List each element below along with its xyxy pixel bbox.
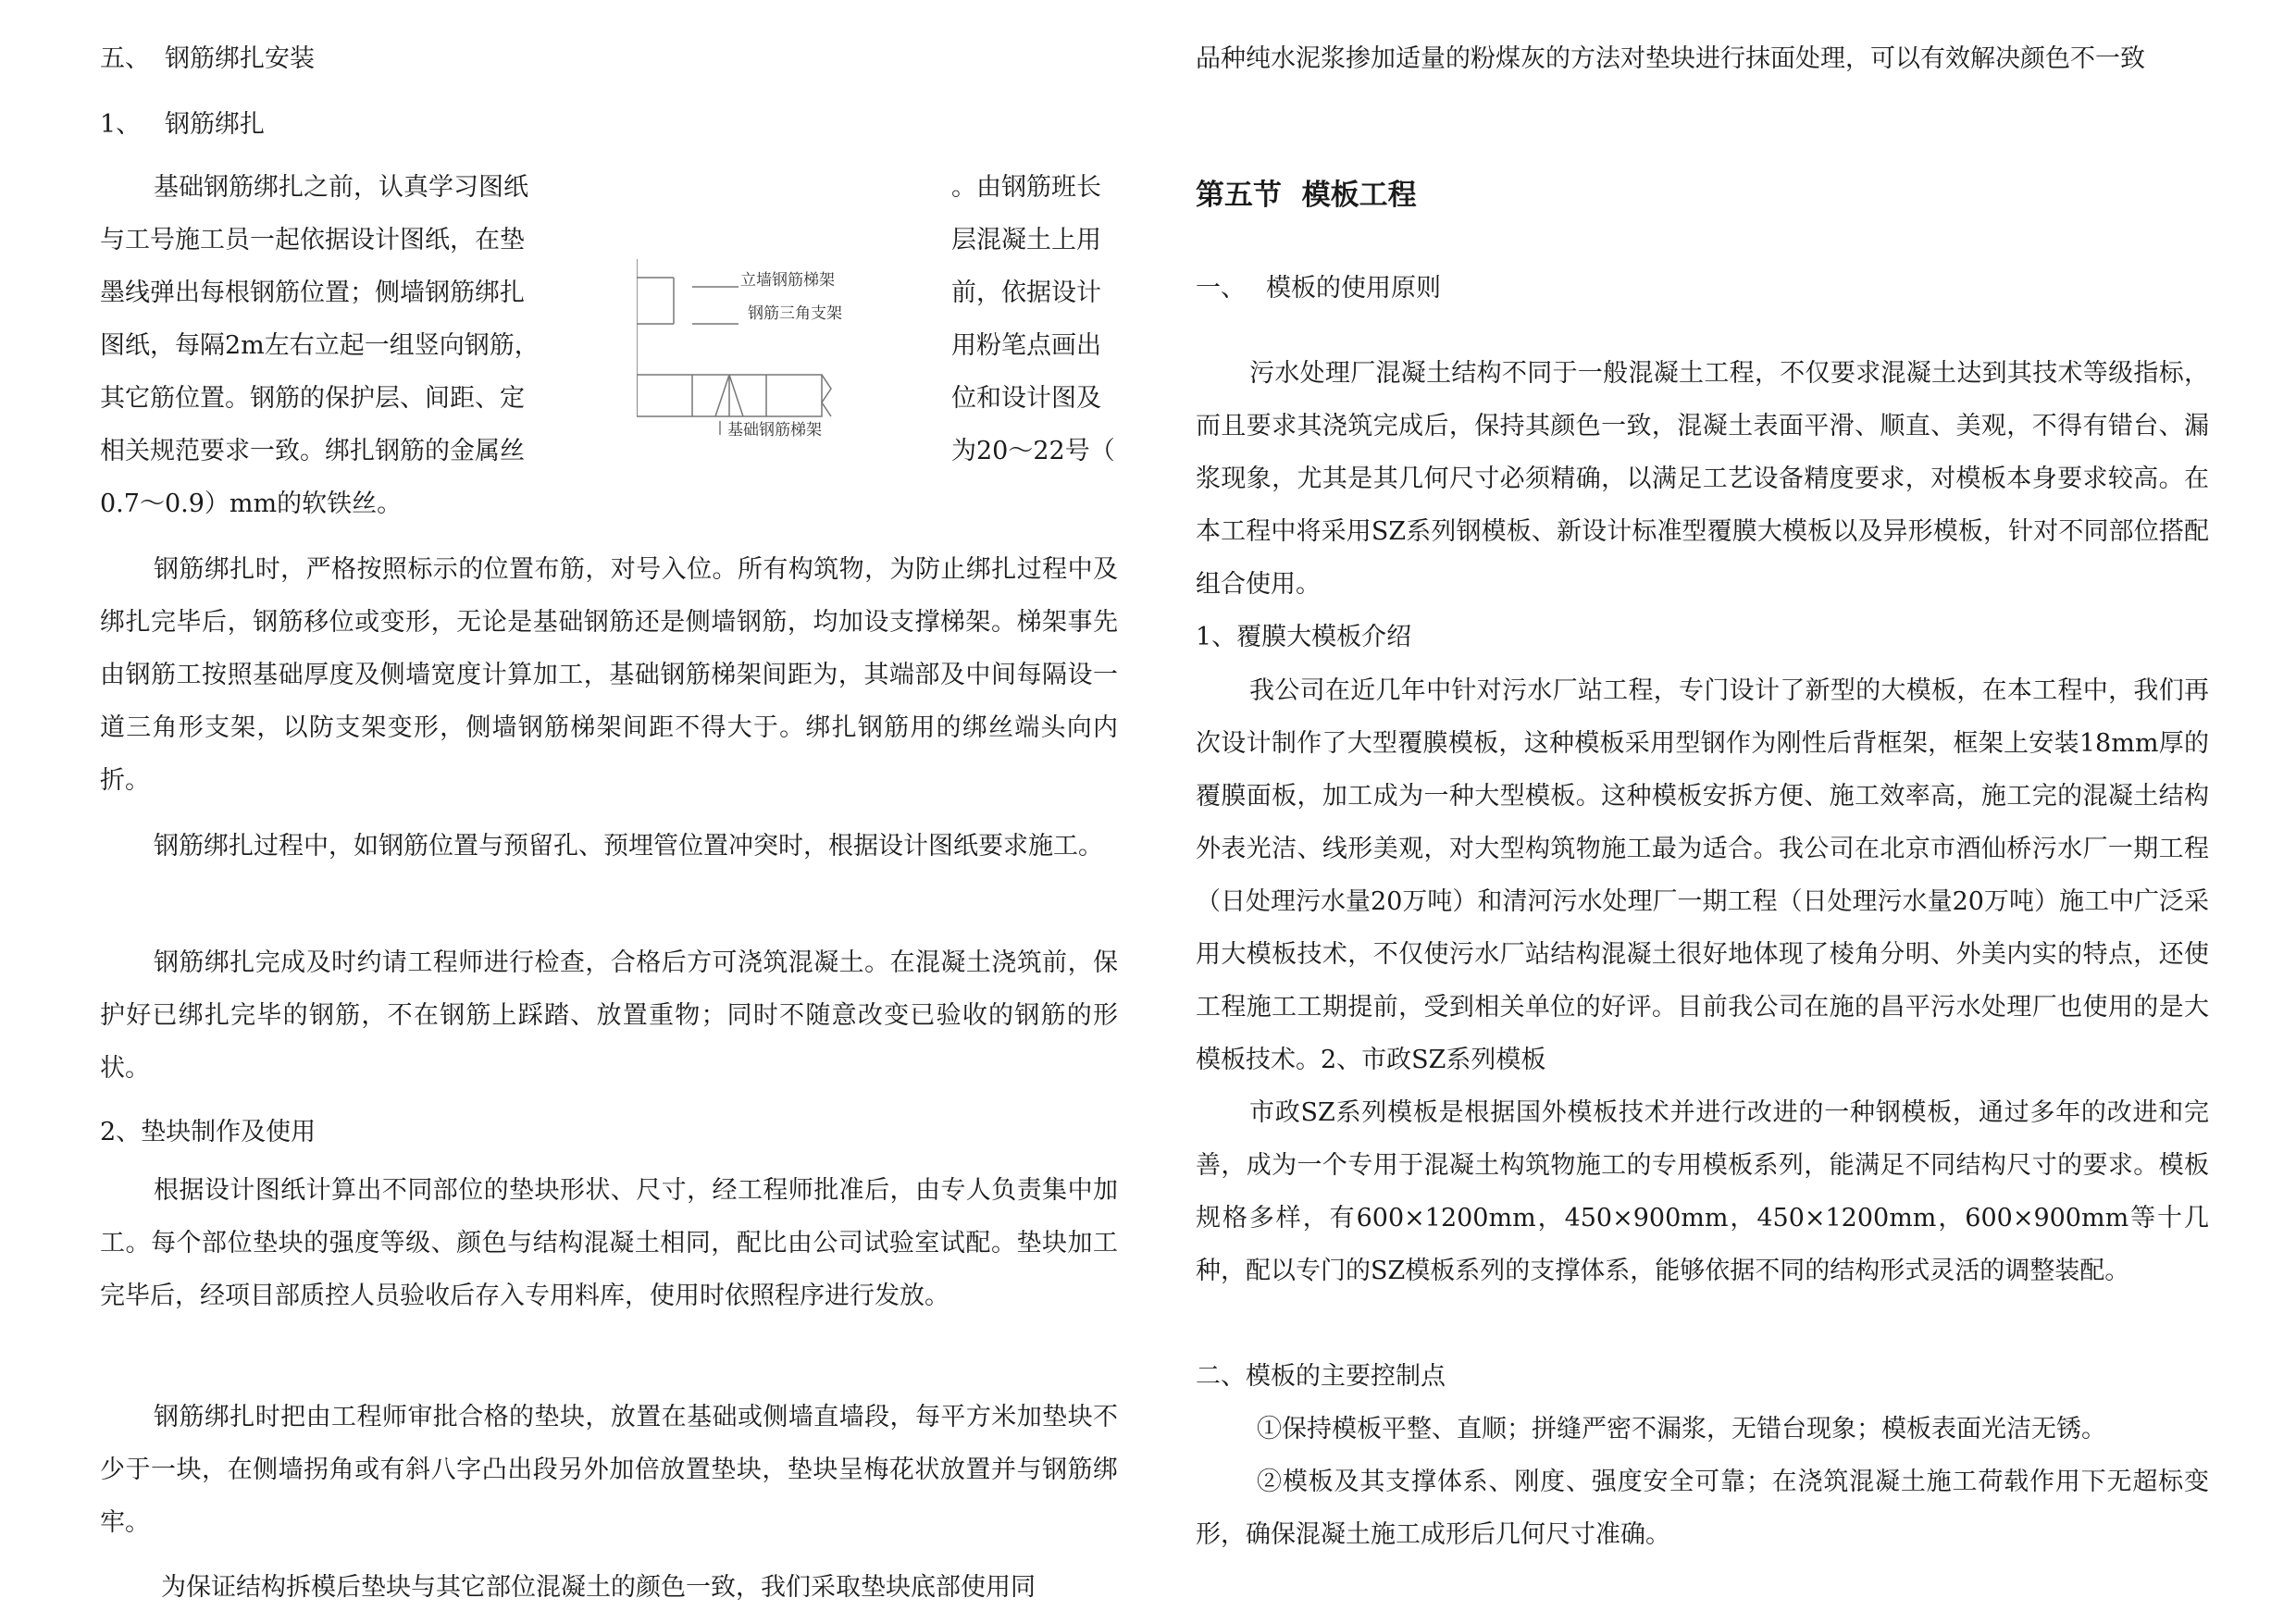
heading-control-points: 二、模板的主要控制点 [1196, 1362, 1446, 1391]
paragraph: 我公司在近几年中针对污水厂站工程，专门设计了新型的大模板，在本工程中，我们再次设计制作了大型覆膜模板，这种模板采用型钢作为刚性后背框架，框架上安装18mm厚的覆膜面板，加工成为一种大型模板。这种模板安拆方便、施工效率高，施工完的混凝土结构外表光洁、线形美观，对大型构筑物施工最为适合。我公司在北京市酒仙桥污水厂一期工程（日处理污水量20万吨）和清河污水处理厂一期工程（日处理污水量20万吨）施工中广泛采用大模板技术，不仅使污水厂站结构混凝土很好地体现了棱角分明、外美内实的特点，还使工程施工工期提前，受到相关单位的好评。目前我公司在施的昌平污水处理厂也使用的是大模板技术。2、市政SZ系列模板 [1196, 676, 2209, 1074]
paragraph: 根据设计图纸计算出不同部位的垫块形状、尺寸，经工程师批准后，由专人负责集中加工。每个部位垫块的强度等级、颜色与结构混凝土相同，配比由公司试验室试配。垫块加工完毕后，经项目部质控人员验收后存入专用料库，使用时依照程序进行发放。 [100, 1176, 1118, 1310]
wrap-text-right: 前，依据设计 [951, 279, 1101, 307]
list-item: ①保持模板平整、直顺；拼缝严密不漏浆，无错台现象；模板表面光洁无锈。 [1257, 1415, 2106, 1443]
wrap-text-left: 图纸，每隔2m左右立起一组竖向钢筋， [100, 331, 540, 360]
wrap-text-right: 。由钢筋班长 [951, 173, 1101, 202]
list-item: ②模板及其支撑体系、刚度、强度安全可靠；在浇筑混凝土施工荷载作用下无超标变形，确保混凝土施工成形后几何尺寸准确。 [1196, 1468, 2209, 1549]
wrap-text-left: 相关规范要求一致。绑扎钢筋的金属丝 [100, 437, 525, 465]
wrap-text-right: 为20～22号（ [951, 437, 1115, 465]
figure-label-wall-ladder: 立墙钢筋梯架 [740, 271, 835, 290]
paragraph: 钢筋绑扎时把由工程师审批合格的垫块，放置在基础或侧墙直墙段，每平方米加垫块不少于一块，在侧墙拐角或有斜八字凸出段另外加倍放置垫块，垫块呈梅花状放置并与钢筋绑牢。 [100, 1403, 1118, 1537]
figure-label-base-ladder: 基础钢筋梯架 [727, 421, 822, 440]
paragraph: 钢筋绑扎时，严格按照标示的位置布筋，对号入位。所有构筑物，为防止绑扎过程中及绑扎完毕后，钢筋移位或变形，无论是基础钢筋还是侧墙钢筋，均加设支撑梯架。梯架事先由钢筋工按照基础厚度及侧墙宽度计算加工，基础钢筋梯架间距为，其端部及中间每隔设一道三角形支架，以防支架变形，侧墙钢筋梯架间距不得大于。绑扎钢筋用的绑丝端头向内折。 [100, 555, 1118, 795]
paragraph: 市政SZ系列模板是根据国外模板技术并进行改进的一种钢模板，通过多年的改进和完善，成为一个专用于混凝土构筑物施工的专用模板系列，能满足不同结构尺寸的要求。模板规格多样，有600×1200mm，450×900mm，450×1200mm，600×900mm等十几种，配以专门的SZ模板系列的支撑体系，能够依据不同的结构形式灵活的调整装配。 [1196, 1098, 2209, 1285]
paragraph: 钢筋绑扎完成及时约请工程师进行检查，合格后方可浇筑混凝土。在混凝土浇筑前，保护好已绑扎完毕的钢筋，不在钢筋上踩踏、放置重物；同时不随意改变已验收的钢筋的形状。 [100, 948, 1118, 1083]
paragraph: 钢筋绑扎过程中，如钢筋位置与预留孔、预埋管位置冲突时，根据设计图纸要求施工。 [154, 832, 1103, 861]
heading-rebar-binding: 1、 钢筋绑扎 [100, 110, 265, 139]
wrap-text-left: 墨线弹出每根钢筋位置；侧墙钢筋绑扎 [100, 279, 525, 307]
paragraph: 为保证结构拆模后垫块与其它部位混凝土的颜色一致，我们采取垫块底部使用同 [161, 1573, 1036, 1602]
wrap-text-left: 基础钢筋绑扎之前，认真学习图纸 [154, 173, 528, 202]
wrap-text-right: 位和设计图及 [951, 384, 1101, 413]
wrap-text-left: 与工号施工员一起依据设计图纸，在垫 [100, 226, 525, 254]
wrap-text-tail: 0.7～0.9）mm的软铁丝。 [100, 489, 403, 518]
paragraph: 品种纯水泥浆掺加适量的粉煤灰的方法对垫块进行抹面处理，可以有效解决颜色不一致 [1196, 44, 2145, 73]
heading-formwork-principles: 一、 模板的使用原则 [1196, 274, 1441, 303]
heading-rebar-installation: 五、 钢筋绑扎安装 [100, 44, 315, 73]
section-title: 第五节 模板工程 [1196, 179, 1417, 212]
figure-label-triangle-support: 钢筋三角支架 [748, 304, 842, 323]
wrap-text-right: 层混凝土上用 [951, 226, 1101, 254]
heading-spacer-blocks: 2、垫块制作及使用 [100, 1118, 316, 1146]
wrap-text-left: 其它筋位置。钢筋的保护层、间距、定 [100, 384, 525, 413]
paragraph: 污水处理厂混凝土结构不同于一般混凝土工程，不仅要求混凝土达到其技术等级指标，而且要求其浇筑完成后，保持其颜色一致，混凝土表面平滑、顺直、美观，不得有错台、漏浆现象，尤其是其几何尺寸必须精确，以满足工艺设备精度要求，对模板本身要求较高。在本工程中将采用SZ系列钢模板、新设计标准型覆膜大模板以及异形模板，针对不同部位搭配组合使用。 [1196, 359, 2209, 599]
rebar-support-diagram [637, 250, 933, 472]
heading-large-formwork: 1、覆膜大模板介绍 [1196, 623, 1412, 651]
wrap-text-right: 用粉笔点画出 [951, 331, 1101, 360]
